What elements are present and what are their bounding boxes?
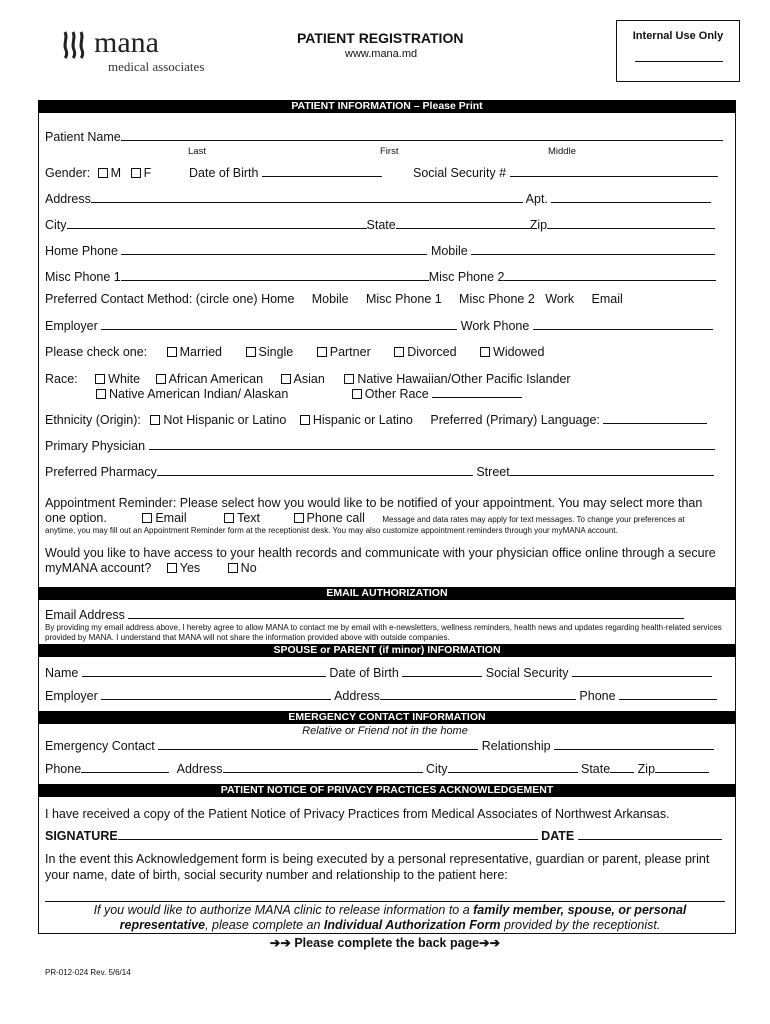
first-label: First bbox=[380, 146, 399, 157]
employer-row bbox=[45, 319, 713, 333]
arrow-right-icon-2: ➔➔ bbox=[479, 936, 501, 950]
spouse-employer-label: Employer bbox=[45, 689, 98, 703]
misc-phone-row bbox=[45, 270, 716, 284]
asian-label: Asian bbox=[293, 372, 325, 386]
emergency-city-field[interactable] bbox=[448, 762, 578, 773]
work-phone-label: Work Phone bbox=[460, 319, 530, 333]
email-address-row bbox=[45, 608, 684, 622]
email-address-field[interactable] bbox=[128, 608, 684, 619]
reminder-line1: Appointment Reminder: Please select how you would like to be notified of your appointment. You may select more than bbox=[45, 496, 703, 510]
spouse-address-field[interactable] bbox=[380, 689, 576, 700]
reminder-small-text: anytime, you may fill out an Appointment Reminder form at the receptionist desk. You may also customize appointment reminders through your myMANA account. bbox=[45, 526, 618, 535]
physician-field[interactable] bbox=[149, 439, 715, 450]
gender-f-label: F bbox=[143, 166, 152, 180]
employer-field[interactable] bbox=[101, 319, 457, 330]
pharmacy-field[interactable] bbox=[157, 465, 473, 476]
gender-row bbox=[45, 166, 151, 180]
white-checkbox[interactable] bbox=[95, 374, 105, 384]
street-label: Street bbox=[476, 465, 510, 479]
logo-mark-icon bbox=[62, 30, 92, 60]
middle-label: Middle bbox=[548, 146, 576, 157]
home-phone-label: Home Phone bbox=[45, 244, 118, 258]
authorize-part-c: , please complete an bbox=[205, 918, 324, 932]
partner-checkbox[interactable] bbox=[317, 347, 327, 357]
access-no-checkbox[interactable] bbox=[228, 563, 238, 573]
address-row bbox=[45, 192, 711, 206]
single-label: Single bbox=[258, 345, 294, 359]
privacy-bar: PATIENT NOTICE OF PRIVACY PRACTICES ACKNOWLEDGEMENT bbox=[38, 784, 736, 797]
ssn-label: Social Security # bbox=[413, 166, 507, 180]
signature-label: SIGNATURE bbox=[45, 829, 118, 843]
form-id: PR-012-024 Rev. 5/6/14 bbox=[45, 968, 131, 977]
spouse-address-label: Address bbox=[334, 689, 380, 703]
page-title: PATIENT REGISTRATION bbox=[297, 30, 464, 46]
native-american-label: Native American Indian/ Alaskan bbox=[109, 387, 289, 401]
emergency-zip-field[interactable] bbox=[655, 762, 709, 773]
spouse-name-label: Name bbox=[45, 666, 79, 680]
access-no-label: No bbox=[240, 561, 257, 575]
emergency-state-field[interactable] bbox=[610, 762, 634, 773]
misc-phone1-label: Misc Phone 1 bbox=[45, 270, 121, 284]
misc-phone2-field[interactable] bbox=[504, 270, 716, 281]
reminder-text-label: Text bbox=[237, 511, 261, 525]
state-label: State bbox=[366, 218, 396, 232]
emergency-phone-row bbox=[45, 762, 709, 776]
reminder-email-checkbox[interactable] bbox=[142, 513, 152, 523]
ethnicity-row bbox=[45, 413, 707, 427]
emergency-zip-label: Zip bbox=[637, 762, 656, 776]
city-field[interactable] bbox=[67, 218, 367, 229]
arrow-right-icon: ➔➔ bbox=[269, 936, 291, 950]
emergency-city-label: City bbox=[425, 762, 448, 776]
reminder-email-label: Email bbox=[155, 511, 187, 525]
privacy-received-text: I have received a copy of the Patient Notice of Privacy Practices from Medical Associates of Northwest Arkansas. bbox=[45, 807, 670, 821]
pharmacy-row bbox=[45, 465, 714, 479]
address-field[interactable] bbox=[91, 192, 523, 203]
not-hispanic-label: Not Hispanic or Latino bbox=[163, 413, 287, 427]
hispanic-label: Hispanic or Latino bbox=[312, 413, 413, 427]
patient-name-label: Patient Name bbox=[45, 130, 121, 144]
address-label: Address bbox=[45, 192, 91, 206]
apt-label: Apt. bbox=[525, 192, 548, 206]
work-phone-field[interactable] bbox=[533, 319, 713, 330]
widowed-checkbox[interactable] bbox=[480, 347, 490, 357]
emergency-contact-row bbox=[45, 739, 714, 753]
zip-field[interactable] bbox=[547, 218, 715, 229]
pharmacy-label: Preferred Pharmacy bbox=[45, 465, 157, 479]
emergency-contact-label: Emergency Contact bbox=[45, 739, 155, 753]
relationship-field[interactable] bbox=[554, 739, 714, 750]
ssn-row bbox=[413, 166, 718, 180]
preferred-contact[interactable]: Preferred Contact Method: (circle one) Home Mobile Misc Phone 1 Misc Phone 2 Work Email bbox=[45, 292, 623, 306]
dob-row bbox=[189, 166, 382, 180]
language-field[interactable] bbox=[603, 413, 707, 424]
logo-name: mana bbox=[94, 26, 159, 59]
physician-label: Primary Physician bbox=[45, 439, 146, 453]
spouse-dob-field[interactable] bbox=[402, 666, 482, 677]
physician-row bbox=[45, 439, 715, 453]
signature-row bbox=[45, 829, 722, 843]
street-field[interactable] bbox=[510, 465, 714, 476]
native-american-checkbox[interactable] bbox=[96, 389, 106, 399]
divorced-label: Divorced bbox=[407, 345, 457, 359]
native-hawaiian-label: Native Hawaiian/Other Pacific Islander bbox=[357, 372, 571, 386]
misc-phone1-field[interactable] bbox=[121, 270, 429, 281]
employer-label: Employer bbox=[45, 319, 98, 333]
dob-field[interactable] bbox=[262, 166, 382, 177]
not-hispanic-checkbox[interactable] bbox=[150, 415, 160, 425]
emergency-subtitle: Relative or Friend not in the home bbox=[302, 725, 468, 737]
divorced-checkbox[interactable] bbox=[394, 347, 404, 357]
spouse-employer-field[interactable] bbox=[101, 689, 331, 700]
city-row bbox=[45, 218, 715, 232]
ssn-field[interactable] bbox=[510, 166, 718, 177]
emergency-phone-field[interactable] bbox=[81, 762, 169, 773]
emergency-address-field[interactable] bbox=[223, 762, 423, 773]
reminder-options-row bbox=[45, 511, 685, 525]
gender-m-checkbox[interactable] bbox=[98, 168, 108, 178]
mobile-label: Mobile bbox=[430, 244, 468, 258]
race-row-2 bbox=[96, 387, 522, 401]
married-checkbox[interactable] bbox=[167, 347, 177, 357]
ethnicity-label: Ethnicity (Origin): bbox=[45, 413, 141, 427]
access-line1: Would you like to have access to your health records and communicate with your physician office online through a secure bbox=[45, 546, 716, 560]
representative-text: In the event this Acknowledgement form is being executed by a personal representative, guardian or parent, please print your name, date of birth, social security number and relationship to the patient here: bbox=[45, 852, 710, 882]
african-american-label: African American bbox=[168, 372, 264, 386]
internal-use-box bbox=[616, 20, 740, 82]
zip-label: Zip bbox=[529, 218, 548, 232]
mobile-field[interactable] bbox=[471, 244, 715, 255]
spouse-employer-row bbox=[45, 689, 717, 703]
one-option-label: one option. bbox=[45, 511, 107, 525]
authorize-part-b: family member, spouse, or personal representative bbox=[119, 903, 687, 932]
marital-label: Please check one: bbox=[45, 345, 148, 359]
asian-checkbox[interactable] bbox=[281, 374, 291, 384]
spouse-name-row bbox=[45, 666, 712, 680]
access-row bbox=[45, 561, 257, 575]
reminder-phone-label: Phone call bbox=[306, 511, 365, 525]
email-address-label: Email Address bbox=[45, 608, 125, 622]
authorize-part-a: If you would like to authorize MANA clinic to release information to a bbox=[93, 903, 474, 917]
date-label: DATE bbox=[541, 829, 575, 843]
mymana-label: myMANA account? bbox=[45, 561, 152, 575]
race-label: Race: bbox=[45, 372, 78, 386]
internal-use-line[interactable] bbox=[635, 61, 723, 62]
hispanic-checkbox[interactable] bbox=[300, 415, 310, 425]
gender-m-label: M bbox=[110, 166, 122, 180]
apt-field[interactable] bbox=[551, 192, 711, 203]
email-fine-print: By providing my email address above, I hereby agree to allow MANA to contact me by email with e-newsletters, wellness reminders, health news and updates regarding health-related services provided by MANA. I understand that MANA will not share the information provided above with outside companies. bbox=[45, 623, 722, 642]
language-label: Preferred (Primary) Language: bbox=[430, 413, 600, 427]
reminder-text-checkbox[interactable] bbox=[224, 513, 234, 523]
spouse-ssn-field[interactable] bbox=[572, 666, 712, 677]
last-label: Last bbox=[188, 146, 206, 157]
access-yes-label: Yes bbox=[179, 561, 201, 575]
access-yes-checkbox[interactable] bbox=[167, 563, 177, 573]
logo-subtitle: medical associates bbox=[108, 59, 205, 74]
website: www.mana.md bbox=[345, 48, 418, 60]
white-label: White bbox=[108, 372, 141, 386]
home-phone-field[interactable] bbox=[121, 244, 427, 255]
single-checkbox[interactable] bbox=[246, 347, 256, 357]
other-race-checkbox[interactable] bbox=[352, 389, 362, 399]
date-field[interactable] bbox=[578, 829, 722, 840]
authorize-part-d: Individual Authorization Form bbox=[323, 918, 501, 932]
signature-field[interactable] bbox=[118, 829, 538, 840]
internal-use-label: Internal Use Only bbox=[632, 30, 724, 42]
emergency-phone-label: Phone bbox=[45, 762, 82, 776]
emergency-contact-field[interactable] bbox=[158, 739, 478, 750]
back-page-text: Please complete the back page bbox=[294, 936, 480, 950]
spouse-bar: SPOUSE or PARENT (if minor) INFORMATION bbox=[38, 644, 736, 657]
emergency-state-label: State bbox=[581, 762, 611, 776]
race-row-1 bbox=[45, 372, 571, 386]
emergency-bar: EMERGENCY CONTACT INFORMATION bbox=[38, 711, 736, 724]
patient-info-bar: PATIENT INFORMATION – Please Print bbox=[38, 100, 736, 113]
representative-line[interactable] bbox=[45, 901, 725, 902]
authorize-part-e: provided by the receptionist. bbox=[500, 918, 661, 932]
patient-name-field[interactable] bbox=[121, 130, 723, 141]
marital-row bbox=[45, 345, 544, 359]
partner-label: Partner bbox=[329, 345, 371, 359]
native-hawaiian-checkbox[interactable] bbox=[344, 374, 354, 384]
home-phone-row bbox=[45, 244, 715, 258]
african-american-checkbox[interactable] bbox=[156, 374, 166, 384]
widowed-label: Widowed bbox=[493, 345, 545, 359]
authorize-note bbox=[60, 903, 720, 933]
spouse-dob-label: Date of Birth bbox=[329, 666, 399, 680]
back-page-note bbox=[0, 935, 770, 950]
rates-note: Message and data rates may apply for text messages. To change your preferences at bbox=[382, 515, 685, 524]
emergency-address-label: Address bbox=[176, 762, 223, 776]
gender-f-checkbox[interactable] bbox=[131, 168, 141, 178]
reminder-phone-checkbox[interactable] bbox=[294, 513, 304, 523]
spouse-name-field[interactable] bbox=[82, 666, 326, 677]
other-race-label: Other Race bbox=[364, 387, 429, 401]
state-field[interactable] bbox=[396, 218, 530, 229]
married-label: Married bbox=[179, 345, 223, 359]
other-race-field[interactable] bbox=[432, 387, 522, 398]
gender-label: Gender: bbox=[45, 166, 91, 180]
misc-phone2-label: Misc Phone 2 bbox=[428, 270, 505, 284]
patient-name-row bbox=[45, 130, 723, 144]
relationship-label: Relationship bbox=[481, 739, 551, 753]
spouse-phone-field[interactable] bbox=[619, 689, 717, 700]
city-label: City bbox=[45, 218, 67, 232]
spouse-ssn-label: Social Security bbox=[485, 666, 569, 680]
dob-label: Date of Birth bbox=[189, 166, 259, 180]
email-auth-bar: EMAIL AUTHORIZATION bbox=[38, 587, 736, 600]
spouse-phone-label: Phone bbox=[579, 689, 616, 703]
